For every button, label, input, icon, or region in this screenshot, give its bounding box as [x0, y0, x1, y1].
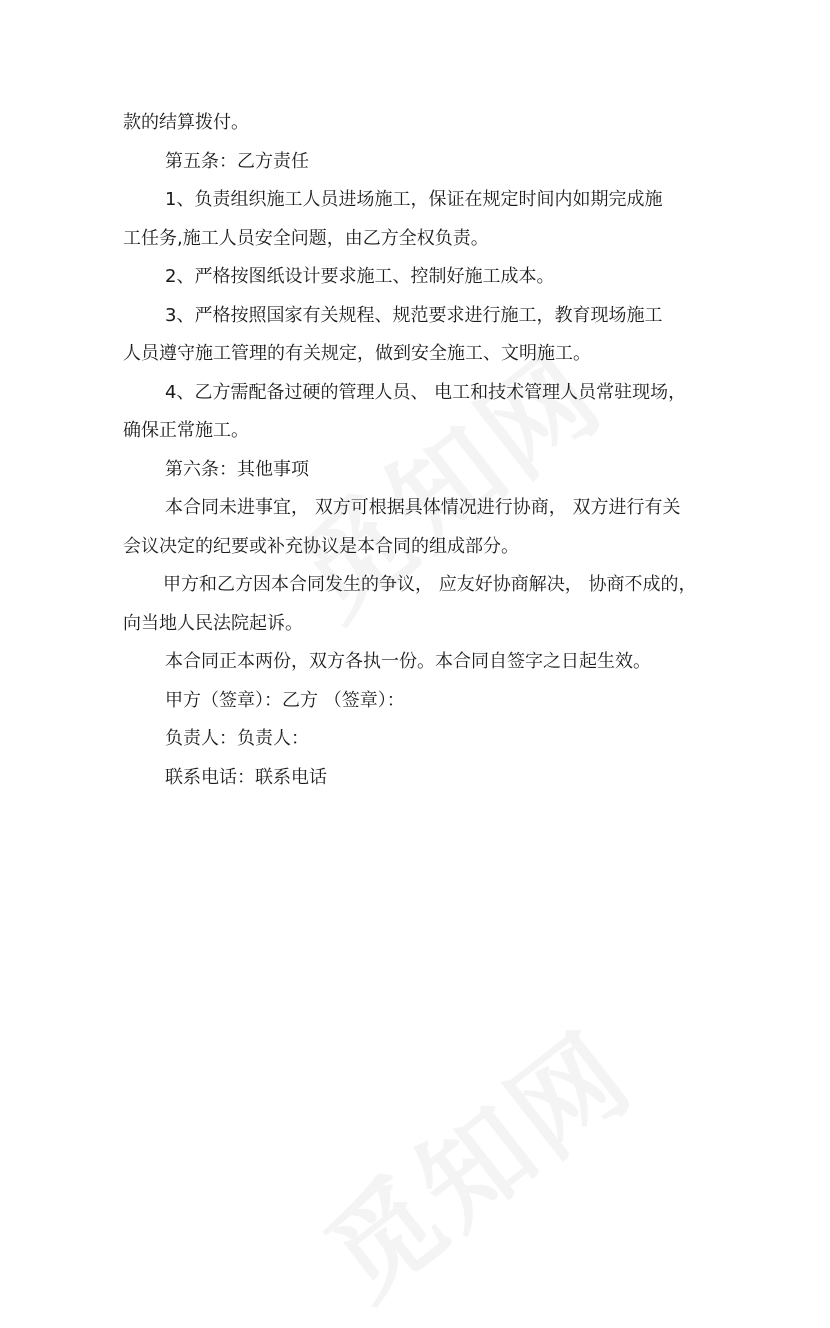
document-body: [123, 104, 713, 797]
paragraph-line: 本合同未进事宜， 双方可根据具体情况进行协商， 双方进行有关: [165, 497, 681, 518]
paragraph-line: 会议决定的纪要或补充协议是本合同的组成部分。: [123, 535, 519, 557]
paragraph-line: 2、严格按图纸设计要求施工、控制好施工成本。: [165, 266, 555, 287]
responsible-person-line: 负责人：负责人：: [165, 728, 309, 749]
paragraph-line: 向当地人民法院起诉。: [123, 612, 303, 634]
paragraph-line: 甲方和乙方因本合同发生的争议， 应友好协商解决， 协商不成的，: [163, 574, 697, 595]
paragraph-line: 款的结算拨付。: [123, 112, 249, 133]
watermark: [288, 990, 660, 1328]
section-heading-article-5: 第五条：乙方责任: [165, 150, 309, 172]
paragraph-line: 人员遵守施工管理的有关规定，做到安全施工、文明施工。: [123, 343, 591, 364]
signature-line: 甲方（签章）：乙方 （签章）：: [165, 689, 405, 711]
paragraph-line: 1、负责组织施工人员进场施工，保证在规定时间内如期完成施: [165, 189, 663, 210]
paragraph-line: 本合同正本两份，双方各执一份。本合同自签字之日起生效。: [165, 651, 651, 672]
section-heading-article-6: 第六条：其他事项: [165, 458, 309, 480]
paragraph-line: 4、乙方需配备过硬的管理人员、 电工和技术管理人员常驻现场，: [165, 381, 687, 403]
paragraph-line: 工任务,施工人员安全问题，由乙方全权负责。: [123, 227, 489, 249]
paragraph-line: 3、严格按照国家有关规程、规范要求进行施工，教育现场施工: [165, 304, 663, 326]
contact-phone-line: 联系电话：联系电话: [165, 766, 327, 788]
paragraph-line: 确保正常施工。: [123, 420, 249, 441]
